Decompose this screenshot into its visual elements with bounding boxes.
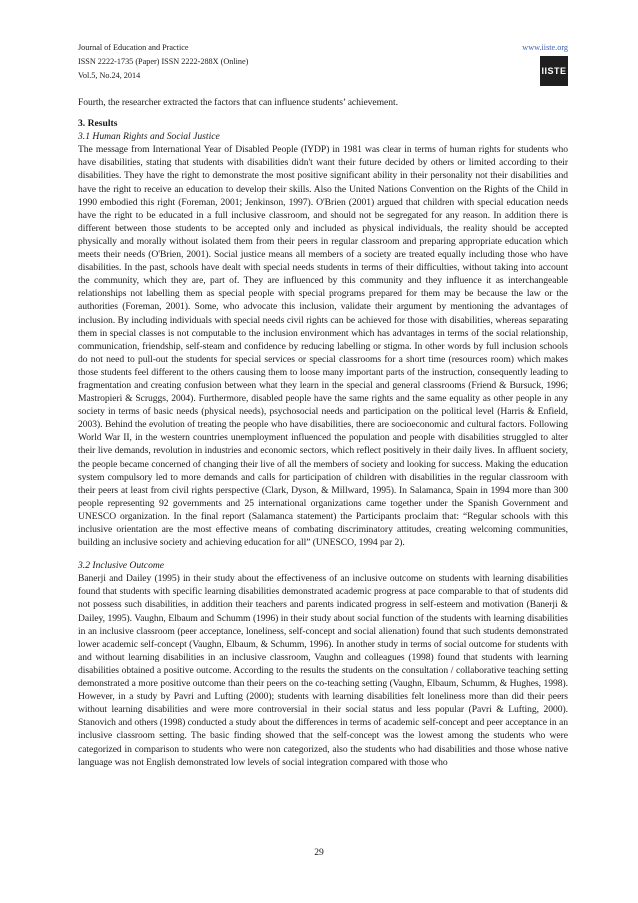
volume-line: Vol.5, No.24, 2014 bbox=[78, 71, 141, 80]
journal-url-link[interactable]: www.iiste.org bbox=[522, 43, 568, 52]
page-header bbox=[78, 41, 568, 89]
lead-paragraph: Fourth, the researcher extracted the factors that can influence students’ achievement. bbox=[78, 97, 398, 108]
article-body bbox=[78, 96, 568, 769]
subsection-title-1: 3.1 Human Rights and Social Justice bbox=[78, 131, 220, 143]
subsection-title-2: 3.2 Inclusive Outcome bbox=[78, 560, 165, 572]
page-number: 29 bbox=[314, 847, 324, 858]
journal-name: Journal of Education and Practice bbox=[78, 43, 189, 52]
subsection-body-1: The message from International Year of Disabled People (IYDP) in 1981 was clear in terms of human rights for students who have disabilities, stating that students with disabilities didn't want their future decided by others or limited according to their disabilities. They have the right to demonstrate the most positive significant ability in their personality not their disabilities and have the right to receive an education to develop their skills. Also the United Nations Convention on the Rights of the Child in 1990 embodied this right (Foreman, 2001; Jenkinson, 1997). O'Brien (2001) argued that children with special education needs have the right to be educated in a full inclusive classroom, and should not be segregated for any reason. In addition there is different between those students to be accepted only and included as physical individuals, the reality should be accepted physically and morally without isolated them from their peers in regular classroom and preparing appropriate education which meets their needs (O'Brien, 2001). Social justice means all members of a society are treated equally including those who have disabilities. In the past, schools have dealt with special needs students in terms of their difficulties, without taking into account the community, which they are, part of. They are influenced by this community and they influence it as interchangeable relationships not labelling them as special people with special programs prepared for them may be because the law or the authorities (Foreman, 2001). Some, who advocate this inclusion, validate their argument by mentioning the advantages of inclusion. By including individuals with special needs civil rights can be achieved for those with disabilities, whereas separating them in special classes is not computable to the inclusion environment which has advantages in terms of the social relationship, communication, friendship, self-steam and confidence by reducing labelling or stigma. In other words by full inclusion schools do not need to pull-out the students for special services or special classrooms for a short time (resources room) which makes those students feel different to the others causing them to loose many important parts of the instruction, consequently leading to fragmentation and creating confusion between what they learn in the special and general classrooms (Friend & Bursuck, 1996; Mastropieri & Scruggs, 2004). Furthermore, disabled people have the same rights and the same equality as other people in any society in terms of basic needs (physical needs), psychosocial needs and participation on the political level (Harris & Enfield, 2003). Behind the evolution of treating the people who have disabilities, there are socioeconomic and cultural factors. Following World War II, in the western countries unemployment influenced the population and people with disabilities struggled to alter their live demands, revolution in industries and economic sectors, which reflect positively in their daily lives. In affluent society, the people became concerned of changing their live of all the members of society and looking for success. Making the education system compulsory led to more demands and calls for participation of children with disabilities in the regular classroom with their peers at least from civil rights perspective (Clark, Dyson, & Millward, 1995). In Salamanca, Spain in 1994 more than 300 people representing 92 governments and 25 international organizations came together under the Spanish Government and UNESCO organization. In the final report (Salamanca statement) the Participants proclaim that: “Regular schools with this inclusive orientation are the most effective means of combating discriminatory attitudes, creating welcoming communities, building an inclusive society and achieving education for all” (UNESCO, 1994 par 2). bbox=[78, 144, 568, 549]
section-title: 3. Results bbox=[78, 118, 118, 130]
issn-line: ISSN 2222-1735 (Paper) ISSN 2222-288X (Online) bbox=[78, 57, 249, 66]
iiste-logo: IISTE bbox=[540, 56, 568, 86]
subsection-body-2: Banerji and Dailey (1995) in their study about the effectiveness of an inclusive outcome on students with learning disabilities found that students with specific learning disabilities demonstrated academic progress at pace comparable to that of students did not possess such disabilities, in addition their teachers and parents indicated progress in self-esteem and motivation (Banerji & Dailey, 1995). Vaughn, Elbaum and Schumm (1996) in their study about social function of the students with learning disabilities in an inclusive classroom (peer acceptance, loneliness, self-concept and social alienation) found that such students demonstrated lower academic self-concept (Vaughn, Elbaum, & Schumm, 1996). In another study in terms of social outcome for students with and without learning disabilities in an inclusive classroom, Vaughn and colleagues (1998) found that students with learning disabilities obtained a positive outcome. According to the results the students on the consultation / collaborative teaching setting demonstrated a more positive outcome than their peers on the co-teaching setting (Vaughn, Elbaum, Schumm, & Hughes, 1998). However, in a study by Pavri and Lufting (2000); students with learning disabilities felt loneliness more than did their peers without learning disabilities and were more controversial in their social status and less popular (Pavri & Lufting, 2000). Stanovich and others (1998) conducted a study about the differences in terms of academic self-concept and peer acceptance in an inclusive classroom setting. The basic finding showed that the self-concept was the lowest among the students who were categorized in comparison to students who were non categorized, also the students who had disabilities and those whose native language was not English demonstrated low levels of social integration compared with those who bbox=[78, 573, 568, 768]
